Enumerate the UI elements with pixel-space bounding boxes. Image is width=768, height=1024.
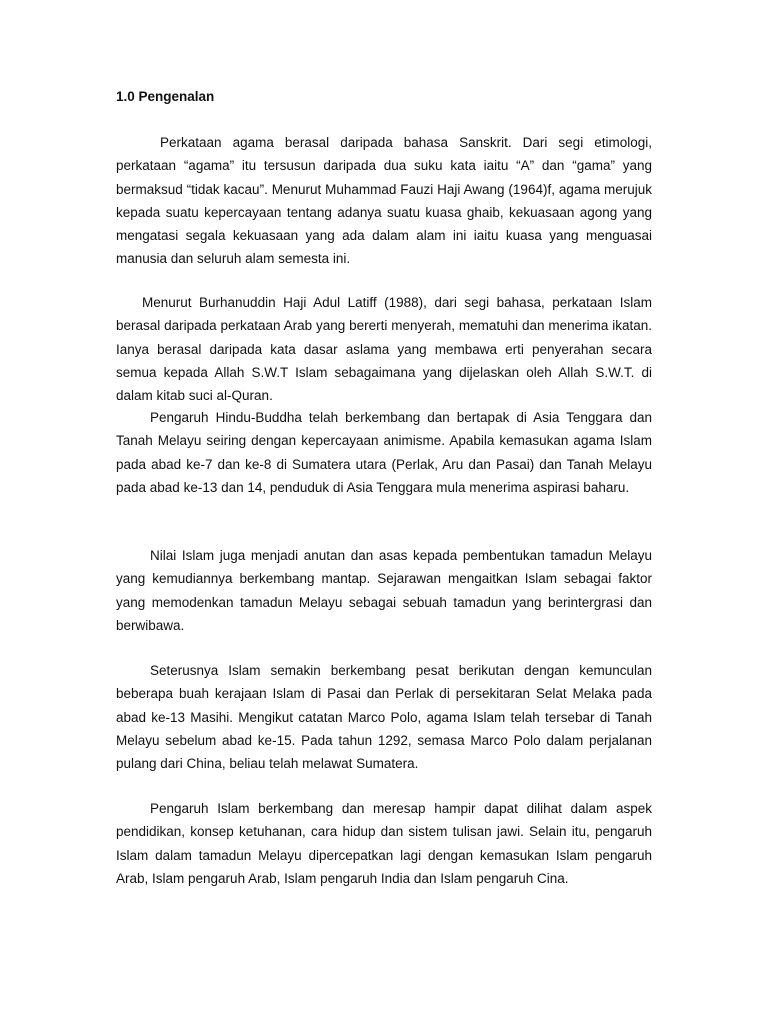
paragraph-perkembangan-islam: Seterusnya Islam semakin berkembang pesat berikutan dengan kemunculan beberapa buah kerajaan Islam di Pasai dan Perlak di persekitaran Selat Melaka pada abad ke-13 Masihi. Mengikut catatan Marco Polo, agama Islam telah tersebar di Tanah Melayu sebelum abad ke-15. Pada tahun 1292, semasa Marco Polo dalam perjalanan pulang dari China, beliau telah melawat Sumatera. [116,663,652,772]
paragraph-pengaruh-islam: Pengaruh Islam berkembang dan meresap hampir dapat dilihat dalam aspek pendidikan, konsep ketuhanan, cara hidup dan sistem tulisan jawi. Selain itu, pengaruh Islam dalam tamadun Melayu dipercepatkan lagi dengan kemasukan Islam pengaruh Arab, Islam pengaruh Arab, Islam pengaruh India dan Islam pengaruh Cina. [116,801,652,886]
paragraph-nilai-islam: Nilai Islam juga menjadi anutan dan asas kepada pembentukan tamadun Melayu yang kemudiannya berkembang mantap. Sejarawan mengaitkan Islam sebagai faktor yang memodenkan tamadun Melayu sebagai sebuah tamadun yang berintergrasi dan berwibawa. [116,548,652,633]
paragraph-pengaruh-hindu-buddha: Pengaruh Hindu-Buddha telah berkembang dan bertapak di Asia Tenggara dan Tanah Melayu seiring dengan kepercayaan animisme. Apabila kemasukan agama Islam pada abad ke-7 dan ke-8 di Sumatera utara (Perlak, Aru dan Pasai) dan Tanah Melayu pada abad ke-13 dan 14, penduduk di Asia Tenggara mula menerima aspirasi baharu. [116,410,652,495]
paragraph-etimologi-agama: Perkataan agama berasal daripada bahasa Sanskrit. Dari segi etimologi, perkataan “agama” itu tersusun daripada dua suku kata iaitu “A” dan “gama” yang bermaksud “tidak kacau”. Menurut Muhammad Fauzi Haji Awang (1964)f, agama merujuk kepada suatu kepercayaan tentang adanya suatu kuasa ghaib, kekuasaan agong yang mengatasi segala kekuasaan yang ada dalam alam ini iaitu kuasa yang menguasai manusia dan seluruh alam semesta ini. [116,135,652,267]
section-heading: 1.0 Pengenalan [116,89,215,104]
paragraph-definisi-islam: Menurut Burhanuddin Haji Adul Latiff (1988), dari segi bahasa, perkataan Islam berasal daripada perkataan Arab yang bererti menyerah, mematuhi dan menerima ikatan. Ianya berasal daripada kata dasar aslama yang membawa erti penyerahan secara semua kepada Allah S.W.T Islam sebagaimana yang dijelaskan oleh Allah S.W.T. di dalam kitab suci al-Quran. [116,295,652,404]
